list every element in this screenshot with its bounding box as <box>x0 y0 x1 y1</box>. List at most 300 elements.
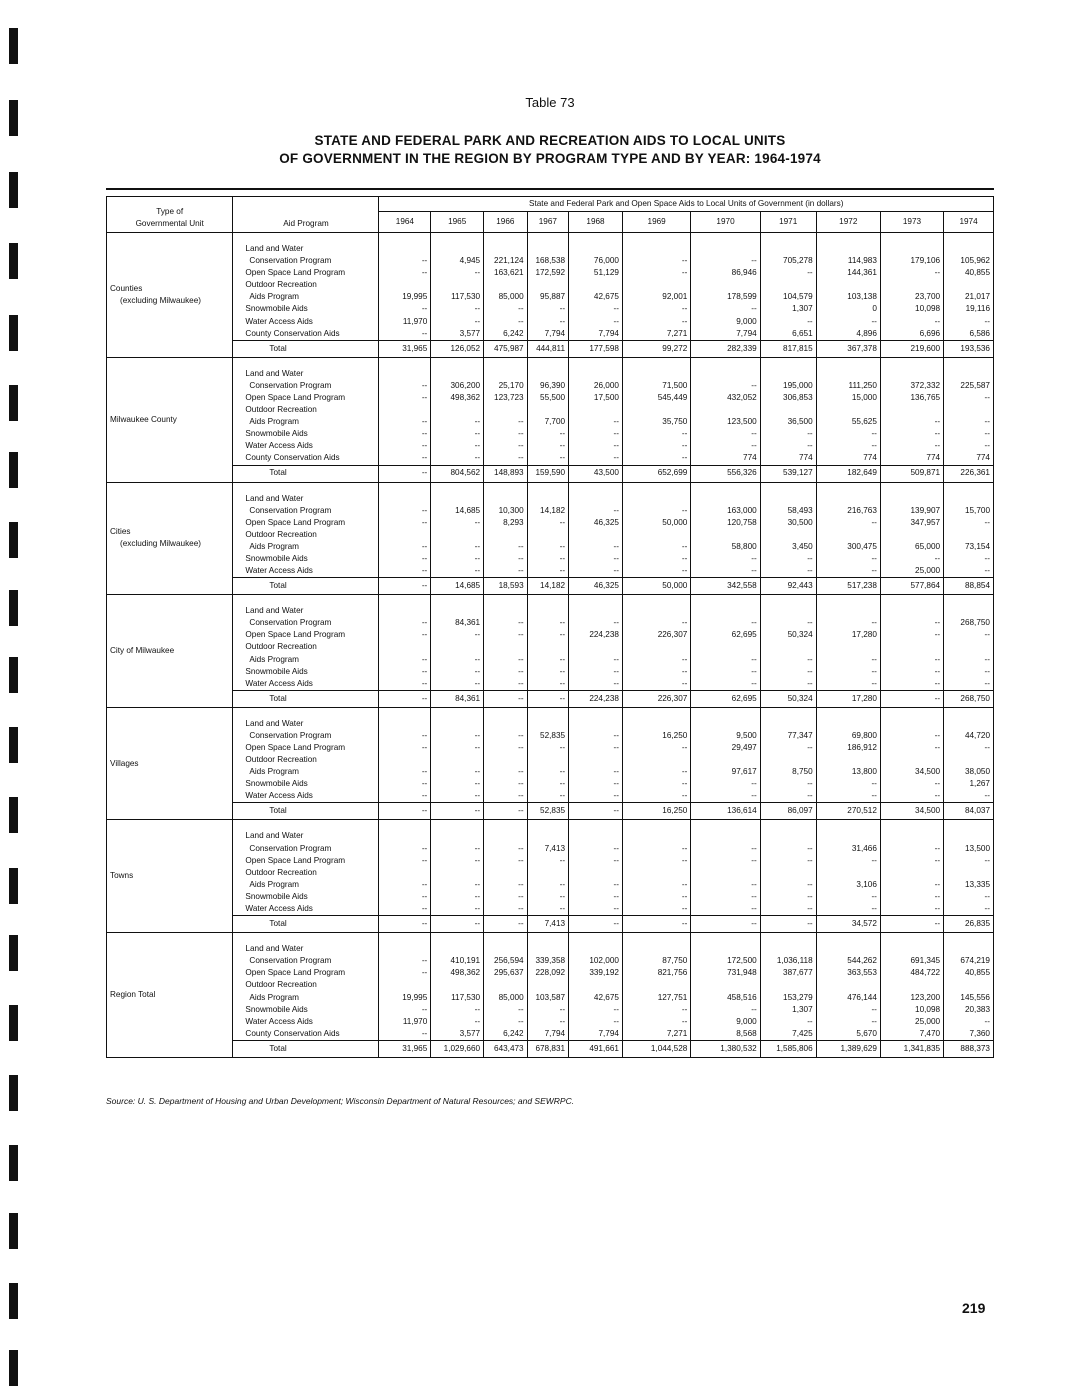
value-cell: -- <box>527 452 568 465</box>
value-cell: 705,278 <box>760 255 816 267</box>
value-cell: -- <box>622 790 690 803</box>
value-cell: -- <box>379 392 431 404</box>
value-cell <box>691 368 760 380</box>
value-cell: 30,500 <box>760 517 816 529</box>
value-cell <box>569 493 623 505</box>
value-cell <box>569 943 623 955</box>
table-row <box>107 416 994 428</box>
value-cell: -- <box>527 440 568 452</box>
value-cell <box>379 605 431 617</box>
value-cell: -- <box>379 654 431 666</box>
total-value-cell: 50,324 <box>760 690 816 707</box>
value-cell <box>379 493 431 505</box>
value-cell <box>816 493 880 505</box>
value-cell: 87,750 <box>622 955 690 967</box>
aid-program-label: County Conservation Aids <box>233 452 379 465</box>
value-cell: -- <box>431 1004 484 1016</box>
value-cell <box>379 718 431 730</box>
value-cell: 0 <box>816 303 880 315</box>
value-cell <box>760 279 816 291</box>
aid-program-label: Snowmobile Aids <box>233 666 379 678</box>
value-cell: -- <box>944 517 994 529</box>
value-cell: -- <box>484 879 528 891</box>
value-cell: 86,946 <box>691 267 760 279</box>
value-cell: -- <box>816 565 880 578</box>
value-cell: -- <box>880 666 943 678</box>
total-value-cell: 509,871 <box>880 465 943 482</box>
total-value-cell: 148,893 <box>484 465 528 482</box>
value-cell: -- <box>379 903 431 916</box>
value-cell: -- <box>484 855 528 867</box>
value-cell: -- <box>622 255 690 267</box>
value-cell: -- <box>880 855 943 867</box>
value-cell: 13,800 <box>816 766 880 778</box>
value-cell <box>569 243 623 255</box>
value-cell: 9,000 <box>691 316 760 328</box>
header-year-1974: 1974 <box>944 212 994 233</box>
value-cell: 102,000 <box>569 955 623 967</box>
value-cell: -- <box>880 416 943 428</box>
total-value-cell: -- <box>569 916 623 933</box>
table-row <box>107 316 994 328</box>
table-row <box>107 529 994 541</box>
table-title-line-1: STATE AND FEDERAL PARK AND RECREATION AIDS TO LOCAL UNITS <box>314 133 786 148</box>
value-cell <box>816 830 880 842</box>
value-cell: 347,957 <box>880 517 943 529</box>
value-cell: 224,238 <box>569 629 623 641</box>
value-cell <box>760 493 816 505</box>
value-cell: -- <box>760 1016 816 1028</box>
value-cell: -- <box>569 730 623 742</box>
total-value-cell: -- <box>760 916 816 933</box>
value-cell: 498,362 <box>431 392 484 404</box>
aid-program-label: Open Space Land Program <box>233 967 379 979</box>
value-cell <box>569 605 623 617</box>
value-cell: -- <box>816 654 880 666</box>
value-cell: 7,794 <box>527 328 568 341</box>
table-row <box>107 778 994 790</box>
value-cell: -- <box>760 654 816 666</box>
value-cell <box>944 279 994 291</box>
total-value-cell: 1,585,806 <box>760 1040 816 1057</box>
value-cell: -- <box>760 742 816 754</box>
value-cell: 387,677 <box>760 967 816 979</box>
value-cell: 691,345 <box>880 955 943 967</box>
value-cell: -- <box>760 428 816 440</box>
value-cell <box>760 605 816 617</box>
value-cell <box>527 979 568 991</box>
value-cell: -- <box>569 891 623 903</box>
table-row <box>107 843 994 855</box>
value-cell: -- <box>944 316 994 328</box>
value-cell <box>760 718 816 730</box>
edge-mark <box>9 1075 18 1111</box>
value-cell <box>816 279 880 291</box>
value-cell: 3,450 <box>760 541 816 553</box>
value-cell: -- <box>622 505 690 517</box>
value-cell: -- <box>944 742 994 754</box>
value-cell: 7,425 <box>760 1028 816 1041</box>
value-cell: 179,106 <box>880 255 943 267</box>
value-cell <box>880 368 943 380</box>
table-row <box>107 505 994 517</box>
table-row <box>107 267 994 279</box>
value-cell: -- <box>379 666 431 678</box>
value-cell: -- <box>527 617 568 629</box>
value-cell: 14,182 <box>527 505 568 517</box>
total-value-cell: -- <box>484 690 528 707</box>
value-cell: -- <box>944 629 994 641</box>
value-cell: -- <box>691 666 760 678</box>
value-cell <box>569 529 623 541</box>
total-value-cell: 7,413 <box>527 916 568 933</box>
value-cell: -- <box>569 303 623 315</box>
table-row <box>107 992 994 1004</box>
edge-mark <box>9 1213 18 1249</box>
aid-program-label: Water Access Aids <box>233 1016 379 1028</box>
value-cell <box>880 754 943 766</box>
table-row <box>107 867 994 879</box>
value-cell <box>816 718 880 730</box>
total-value-cell: -- <box>431 803 484 820</box>
edge-mark <box>9 28 18 64</box>
value-cell: 216,763 <box>816 505 880 517</box>
value-cell: -- <box>622 891 690 903</box>
header-aid-program: Aid Program <box>233 197 379 233</box>
value-cell: -- <box>527 742 568 754</box>
value-cell: 1,036,118 <box>760 955 816 967</box>
value-cell: 95,887 <box>527 291 568 303</box>
value-cell: 19,116 <box>944 303 994 315</box>
value-cell <box>880 830 943 842</box>
value-cell: -- <box>484 541 528 553</box>
value-cell <box>816 943 880 955</box>
value-cell: -- <box>379 553 431 565</box>
value-cell: 42,675 <box>569 291 623 303</box>
value-cell: -- <box>816 428 880 440</box>
total-value-cell: 193,536 <box>944 340 994 357</box>
value-cell <box>431 830 484 842</box>
value-cell: -- <box>431 316 484 328</box>
value-cell <box>484 641 528 653</box>
value-cell: -- <box>816 553 880 565</box>
value-cell: -- <box>484 629 528 641</box>
value-cell: 306,853 <box>760 392 816 404</box>
value-cell: -- <box>431 517 484 529</box>
value-cell: -- <box>431 629 484 641</box>
total-value-cell: 136,614 <box>691 803 760 820</box>
value-cell: -- <box>691 790 760 803</box>
value-cell: 15,000 <box>816 392 880 404</box>
edge-mark <box>9 315 18 351</box>
total-value-cell: 643,473 <box>484 1040 528 1057</box>
value-cell: 40,855 <box>944 267 994 279</box>
value-cell: 225,587 <box>944 380 994 392</box>
value-cell: 6,242 <box>484 328 528 341</box>
unit-name-line: Milwaukee County <box>110 414 177 424</box>
value-cell: -- <box>527 879 568 891</box>
value-cell: 58,800 <box>691 541 760 553</box>
aid-program-label: Outdoor Recreation <box>233 279 379 291</box>
total-row <box>107 916 994 933</box>
value-cell <box>379 243 431 255</box>
value-cell <box>431 243 484 255</box>
value-cell <box>527 943 568 955</box>
value-cell: -- <box>569 766 623 778</box>
value-cell: 50,324 <box>760 629 816 641</box>
total-value-cell: 224,238 <box>569 690 623 707</box>
table-row <box>107 718 994 730</box>
value-cell: 42,675 <box>569 992 623 1004</box>
value-cell <box>484 718 528 730</box>
value-cell: -- <box>944 440 994 452</box>
aid-program-label: County Conservation Aids <box>233 328 379 341</box>
value-cell: 6,696 <box>880 328 943 341</box>
header-year-1973: 1973 <box>880 212 943 233</box>
value-cell <box>816 529 880 541</box>
value-cell <box>622 979 690 991</box>
value-cell: -- <box>569 452 623 465</box>
value-cell: -- <box>622 316 690 328</box>
total-value-cell: 556,326 <box>691 465 760 482</box>
value-cell: -- <box>431 440 484 452</box>
value-cell: 21,017 <box>944 291 994 303</box>
value-cell: 163,621 <box>484 267 528 279</box>
total-value-cell: 342,558 <box>691 578 760 595</box>
value-cell: -- <box>622 541 690 553</box>
total-value-cell: 577,864 <box>880 578 943 595</box>
value-cell: -- <box>379 303 431 315</box>
value-cell <box>622 605 690 617</box>
value-cell: -- <box>527 629 568 641</box>
value-cell <box>760 830 816 842</box>
value-cell: -- <box>691 380 760 392</box>
table-row <box>107 392 994 404</box>
value-cell: 6,651 <box>760 328 816 341</box>
value-cell <box>569 830 623 842</box>
value-cell: 123,200 <box>880 992 943 1004</box>
aid-program-label: Aids Program <box>233 291 379 303</box>
value-cell: -- <box>760 855 816 867</box>
aid-program-label: Outdoor Recreation <box>233 979 379 991</box>
value-cell: -- <box>379 428 431 440</box>
table-row <box>107 903 994 916</box>
value-cell <box>880 867 943 879</box>
value-cell <box>691 605 760 617</box>
value-cell <box>484 754 528 766</box>
table-row <box>107 291 994 303</box>
edge-mark <box>9 243 18 279</box>
header-super: State and Federal Park and Open Space Aids to Local Units of Government (in dollars) <box>379 197 994 212</box>
value-cell: -- <box>760 666 816 678</box>
value-cell: -- <box>944 392 994 404</box>
value-cell: -- <box>760 790 816 803</box>
total-value-cell: 270,512 <box>816 803 880 820</box>
total-value-cell: 62,695 <box>691 690 760 707</box>
value-cell: -- <box>379 629 431 641</box>
aid-program-label: Land and Water <box>233 718 379 730</box>
value-cell: -- <box>484 666 528 678</box>
value-cell: 372,332 <box>880 380 943 392</box>
value-cell: -- <box>569 666 623 678</box>
value-cell <box>622 754 690 766</box>
total-row <box>107 578 994 595</box>
value-cell: -- <box>484 678 528 691</box>
value-cell: -- <box>760 891 816 903</box>
value-cell <box>816 754 880 766</box>
value-cell: -- <box>816 778 880 790</box>
value-cell <box>944 830 994 842</box>
total-value-cell: -- <box>379 578 431 595</box>
aid-program-label: Open Space Land Program <box>233 392 379 404</box>
table-row <box>107 629 994 641</box>
aid-program-label: Open Space Land Program <box>233 267 379 279</box>
value-cell: -- <box>691 654 760 666</box>
table-row <box>107 678 994 691</box>
table-row <box>107 493 994 505</box>
value-cell: -- <box>622 440 690 452</box>
value-cell: -- <box>622 678 690 691</box>
aid-program-label: Conservation Program <box>233 730 379 742</box>
total-value-cell: 84,361 <box>431 690 484 707</box>
edge-mark <box>9 385 18 421</box>
unit-name-line: Region Total <box>110 990 156 999</box>
value-cell: -- <box>379 742 431 754</box>
aid-program-label: Snowmobile Aids <box>233 1004 379 1016</box>
value-cell: 821,756 <box>622 967 690 979</box>
value-cell: 14,685 <box>431 505 484 517</box>
value-cell <box>880 243 943 255</box>
value-cell <box>527 718 568 730</box>
value-cell: 26,000 <box>569 380 623 392</box>
value-cell: -- <box>880 440 943 452</box>
value-cell <box>569 718 623 730</box>
value-cell: 168,538 <box>527 255 568 267</box>
value-cell: 3,577 <box>431 1028 484 1041</box>
value-cell <box>622 830 690 842</box>
total-label: Total <box>233 465 379 482</box>
total-value-cell: 46,325 <box>569 578 623 595</box>
value-cell <box>431 529 484 541</box>
value-cell <box>484 830 528 842</box>
value-cell: -- <box>622 267 690 279</box>
value-cell: -- <box>816 1016 880 1028</box>
value-cell: 476,144 <box>816 992 880 1004</box>
unit-name <box>107 933 233 1058</box>
value-cell: 4,896 <box>816 328 880 341</box>
aid-program-label: Outdoor Recreation <box>233 754 379 766</box>
table-row <box>107 879 994 891</box>
value-cell: -- <box>379 967 431 979</box>
aid-program-label: Water Access Aids <box>233 678 379 691</box>
value-cell: -- <box>379 678 431 691</box>
value-cell <box>379 404 431 416</box>
total-value-cell: 88,854 <box>944 578 994 595</box>
value-cell: -- <box>622 1016 690 1028</box>
total-value-cell: 517,238 <box>816 578 880 595</box>
value-cell: 105,962 <box>944 255 994 267</box>
table-row <box>107 428 994 440</box>
value-cell: 6,586 <box>944 328 994 341</box>
total-value-cell: -- <box>569 803 623 820</box>
value-cell: -- <box>484 778 528 790</box>
unit-name-line: City of Milwaukee <box>110 645 175 655</box>
value-cell <box>431 754 484 766</box>
value-cell: -- <box>691 778 760 790</box>
value-cell <box>816 404 880 416</box>
value-cell: -- <box>527 517 568 529</box>
value-cell: -- <box>379 452 431 465</box>
value-cell <box>484 867 528 879</box>
value-cell: 674,219 <box>944 955 994 967</box>
value-cell: 17,280 <box>816 629 880 641</box>
value-cell: -- <box>569 565 623 578</box>
table-row <box>107 380 994 392</box>
value-cell: -- <box>379 541 431 553</box>
total-value-cell: 1,341,835 <box>880 1040 943 1057</box>
value-cell: 117,530 <box>431 992 484 1004</box>
value-cell: -- <box>379 1028 431 1041</box>
value-cell <box>880 605 943 617</box>
value-cell <box>691 529 760 541</box>
value-cell: 7,470 <box>880 1028 943 1041</box>
value-cell: 163,000 <box>691 505 760 517</box>
value-cell <box>816 979 880 991</box>
table-row <box>107 303 994 315</box>
value-cell: -- <box>379 790 431 803</box>
table-body <box>107 233 994 1058</box>
aid-program-label: Open Space Land Program <box>233 517 379 529</box>
aid-program-label: Snowmobile Aids <box>233 428 379 440</box>
total-value-cell: 126,052 <box>431 340 484 357</box>
header-year-1968: 1968 <box>569 212 623 233</box>
value-cell: 46,325 <box>569 517 623 529</box>
total-value-cell: -- <box>484 916 528 933</box>
total-value-cell: 31,965 <box>379 340 431 357</box>
unit-name-line: Counties <box>110 283 143 293</box>
value-cell: -- <box>569 654 623 666</box>
value-cell <box>379 529 431 541</box>
value-cell <box>379 979 431 991</box>
value-cell: -- <box>944 678 994 691</box>
total-value-cell: -- <box>691 916 760 933</box>
value-cell: -- <box>880 678 943 691</box>
aid-program-label: Conservation Program <box>233 380 379 392</box>
value-cell: 25,000 <box>880 1016 943 1028</box>
value-cell: 226,307 <box>622 629 690 641</box>
edge-mark <box>9 1350 18 1386</box>
value-cell: -- <box>527 1004 568 1016</box>
value-cell: 410,191 <box>431 955 484 967</box>
value-cell: -- <box>569 416 623 428</box>
value-cell: -- <box>816 1004 880 1016</box>
total-value-cell: 34,500 <box>880 803 943 820</box>
total-value-cell: 219,600 <box>880 340 943 357</box>
value-cell <box>431 605 484 617</box>
value-cell <box>691 279 760 291</box>
value-cell: 731,948 <box>691 967 760 979</box>
value-cell: -- <box>527 541 568 553</box>
value-cell: -- <box>816 678 880 691</box>
aid-program-label: Aids Program <box>233 992 379 1004</box>
value-cell: -- <box>484 565 528 578</box>
value-cell: 97,617 <box>691 766 760 778</box>
value-cell <box>527 830 568 842</box>
value-cell: 10,098 <box>880 303 943 315</box>
value-cell: 295,637 <box>484 967 528 979</box>
value-cell: -- <box>691 617 760 629</box>
total-value-cell: 268,750 <box>944 690 994 707</box>
